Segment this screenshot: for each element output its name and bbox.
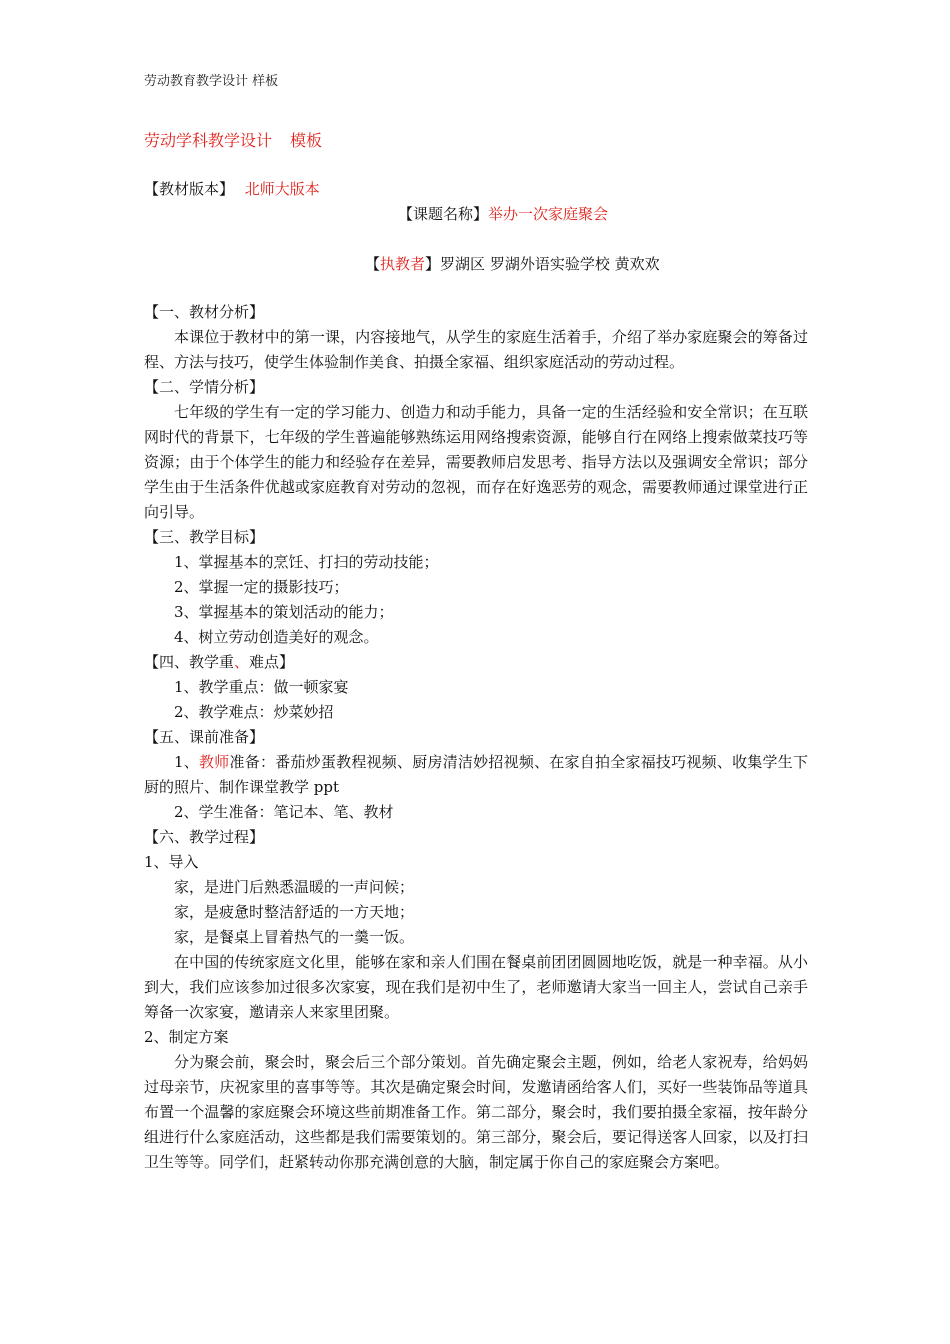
- document-body: [144, 300, 808, 1175]
- teacher-bracket-close: 】: [425, 255, 441, 273]
- section-heading: 【二、学情分析】: [144, 378, 265, 396]
- teacher-label: 执教者: [380, 255, 426, 273]
- poem-line: 家，是进门后熟悉温暖的一声问候；: [174, 878, 415, 896]
- section-heading: 【三、教学目标】: [144, 528, 265, 546]
- heading-part: 【四、教学重: [144, 653, 235, 671]
- poem-line: 家，是疲惫时整洁舒适的一方天地；: [174, 903, 415, 921]
- section-heading: 【六、教学过程】: [144, 828, 265, 846]
- textbook-value: 北师大版本: [244, 180, 320, 198]
- teacher-bracket-open: 【: [365, 255, 381, 273]
- teacher-value: 罗湖区 罗湖外语实验学校 黄欢欢: [440, 255, 660, 273]
- list-item: 2、教学难点：炒菜妙招: [174, 703, 334, 721]
- teacher-line: [365, 253, 660, 274]
- section-heading: [144, 650, 808, 675]
- lesson-title-line: [398, 203, 608, 224]
- step-title: 1、导入: [144, 853, 199, 871]
- list-item: 1、掌握基本的烹饪、打扫的劳动技能；: [174, 553, 439, 571]
- list-item: 2、掌握一定的摄影技巧；: [174, 578, 349, 596]
- lesson-value: 举办一次家庭聚会: [488, 205, 609, 223]
- document-title: [144, 128, 322, 151]
- heading-part: 难点】: [249, 653, 295, 671]
- item-prefix: 1、: [174, 753, 200, 771]
- item-highlight: 教师: [199, 753, 230, 771]
- list-item: [144, 750, 808, 800]
- section-heading: 【五、课前准备】: [144, 728, 265, 746]
- list-item: 3、掌握基本的策划活动的能力；: [174, 603, 394, 621]
- heading-separator: 、: [234, 653, 250, 671]
- section-paragraph: 在中国的传统家庭文化里，能够在家和亲人们围在餐桌前团团圆圆地吃饭，就是一种幸福。从小到大，我们应该参加过很多次家宴，现在我们是初中生了，老师邀请大家当一回主人，尝试自己亲手筹备一次家宴，邀请亲人来家里团聚。: [144, 953, 808, 1021]
- item-text: 准备：番茄炒蛋教程视频、厨房清洁妙招视频、在家自拍全家福技巧视频、收集学生下厨的照片、制作课堂教学 ppt: [144, 753, 808, 796]
- title-main: 劳动学科教学设计: [144, 131, 273, 150]
- lesson-label: 【课题名称】: [398, 205, 489, 223]
- poem-line: 家，是餐桌上冒着热气的一羹一饭。: [174, 928, 415, 946]
- textbook-version-line: [144, 178, 320, 199]
- list-item: 2、学生准备：笔记本、笔、教材: [174, 803, 394, 821]
- list-item: 1、教学重点：做一顿家宴: [174, 678, 349, 696]
- section-heading: 【一、教材分析】: [144, 303, 265, 321]
- section-paragraph: 本课位于教材中的第一课，内容接地气，从学生的家庭生活着手，介绍了举办家庭聚会的筹备过程、方法与技巧，使学生体验制作美食、拍摄全家福、组织家庭活动的劳动过程。: [144, 328, 808, 371]
- textbook-label: 【教材版本】: [144, 180, 235, 198]
- step-title: 2、制定方案: [144, 1028, 229, 1046]
- section-paragraph: 七年级的学生有一定的学习能力、创造力和动手能力，具备一定的生活经验和安全常识；在互联网时代的背景下，七年级的学生普遍能够熟练运用网络搜索资源，能够自行在网络上搜索做菜技巧等资源；由于个体学生的能力和经验存在差异，需要教师启发思考、指导方法以及强调安全常识；部分学生由于生活条件优越或家庭教育对劳动的忽视，而存在好逸恶劳的观念，需要教师通过课堂进行正向引导。: [144, 403, 808, 521]
- page-header: 劳动教育教学设计 样板: [144, 74, 279, 89]
- list-item: 4、树立劳动创造美好的观念。: [174, 628, 379, 646]
- title-suffix: 模板: [290, 131, 323, 150]
- section-paragraph: 分为聚会前，聚会时，聚会后三个部分策划。首先确定聚会主题，例如，给老人家祝寿，给妈妈过母亲节，庆祝家里的喜事等等。其次是确定聚会时间，发邀请函给客人们，买好一些装饰品等道具布置一个温馨的家庭聚会环境这些前期准备工作。第二部分，聚会时，我们要拍摄全家福，按年龄分组进行什么家庭活动，这些都是我们需要策划的。第三部分，聚会后，要记得送客人回家，以及打扫卫生等等。同学们，赶紧转动你那充满创意的大脑，制定属于你自己的家庭聚会方案吧。: [144, 1053, 808, 1171]
